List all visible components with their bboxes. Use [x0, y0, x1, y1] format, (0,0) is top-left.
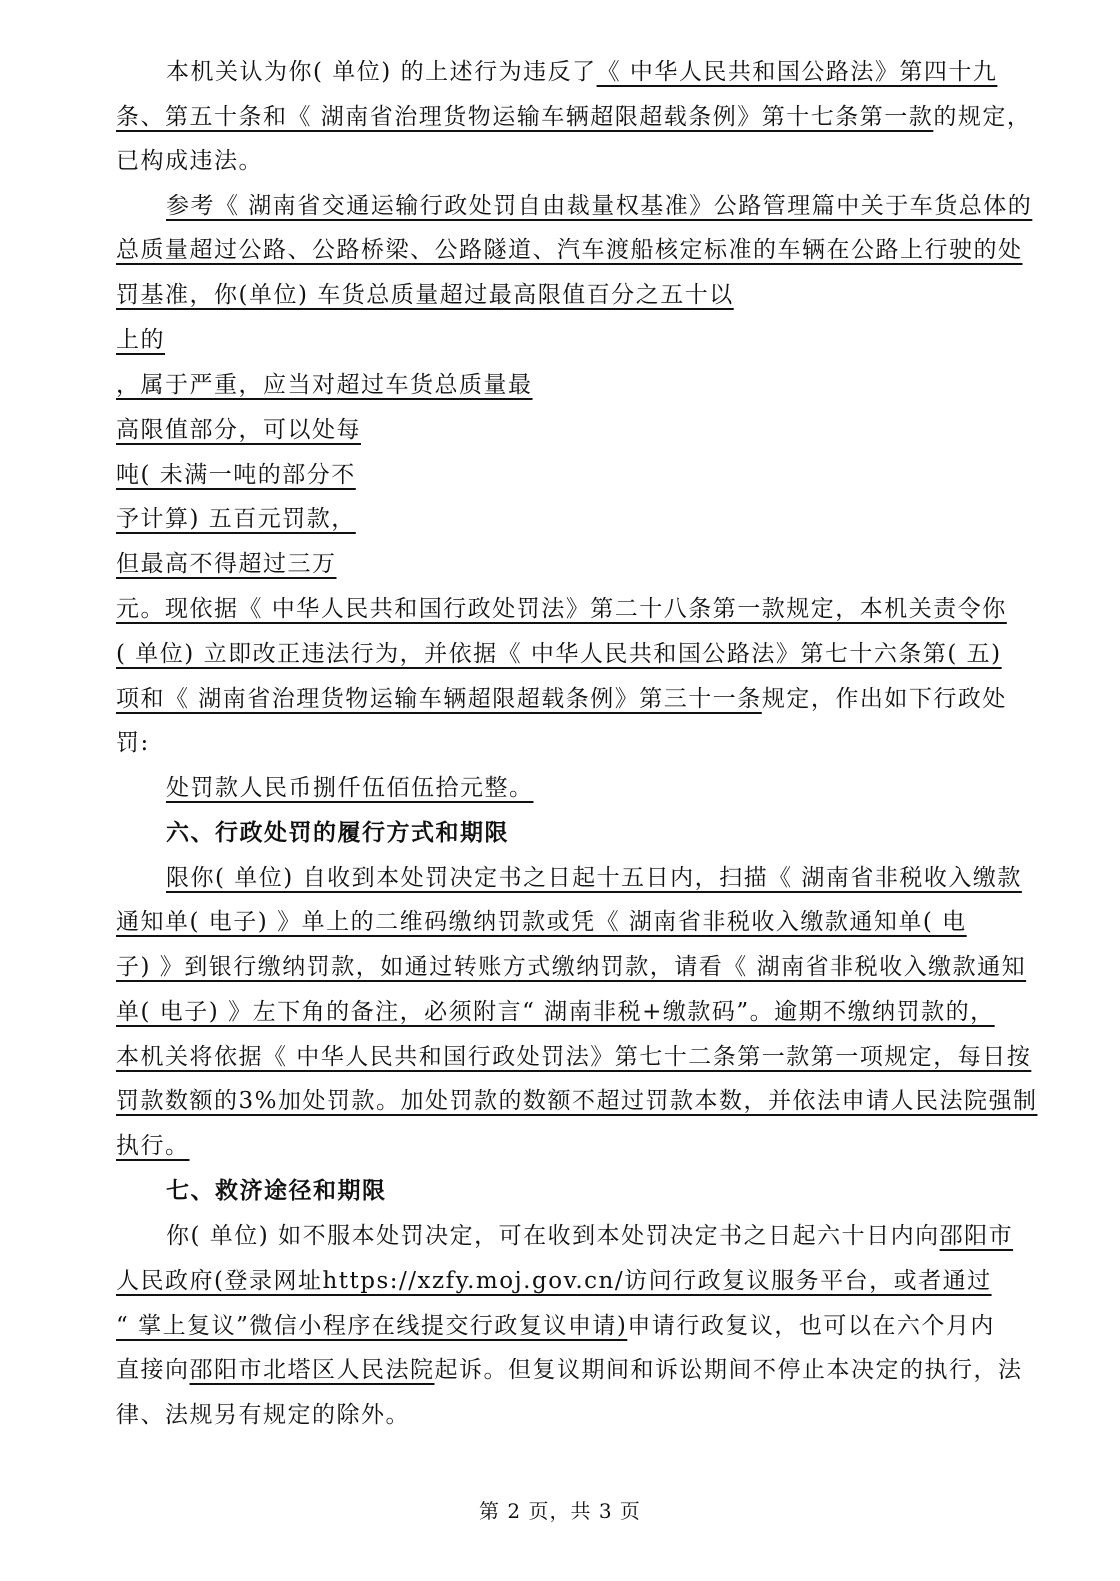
- text-line: 罚:: [116, 730, 150, 756]
- text-line: 予计算) 五百元罚款，: [116, 506, 356, 532]
- section-heading-6: 六、行政处罚的履行方式和期限: [166, 819, 509, 846]
- text-line: 律、法规另有规定的除外。: [116, 1402, 410, 1428]
- underlined-text: 邵阳市北塔区人民法院: [189, 1357, 435, 1383]
- text-line: 限你( 单位) 自收到本处罚决定书之日起十五日内，扫描《 湖南省非税收入缴款: [166, 865, 1022, 891]
- page-footer: 第 2 页，共 3 页: [479, 1499, 641, 1523]
- text-line: 执行。: [116, 1133, 190, 1159]
- text-span: 你( 单位) 如不服本处罚决定，可在收到本处罚决定书之日起六十日内向: [166, 1223, 940, 1249]
- text-span: 的规定，: [933, 104, 1032, 130]
- text-line: 单( 电子) 》左下角的备注，必须附言“ 湖南非税+缴款码”。逾期不缴纳罚款的，: [116, 999, 995, 1025]
- text-line: [116, 1304, 995, 1348]
- text-line: ，属于严重，应当对超过车货总质量最: [116, 372, 533, 398]
- text-line: 罚款数额的3%加处罚款。加处罚款的数额不超过罚款本数，并依法申请人民法院强制: [116, 1088, 1038, 1114]
- text-line: 子) 》到银行缴纳罚款，如通过转账方式缴纳罚款，请看《 湖南省非税收入缴款通知: [116, 954, 1027, 980]
- underlined-text: “ 掌上复议”微信小程序在线提交行政复议申请): [116, 1313, 628, 1339]
- underlined-text: 邵阳市: [939, 1223, 1014, 1249]
- text-line: 通知单( 电子) 》单上的二维码缴纳罚款或凭《 湖南省非税收入缴款通知单( 电: [116, 909, 967, 935]
- text-span: 本机关认为你( 单位) 的上述行为违反了: [166, 59, 597, 85]
- text-span: 规定，作出如下行政处: [761, 686, 1007, 712]
- text-line: 罚基准，你(单位) 车货总质量超过最高限值百分之五十以: [116, 282, 734, 308]
- text-line: 本机关将依据《 中华人民共和国行政处罚法》第七十二条第一款第一项规定，每日按: [116, 1044, 1032, 1070]
- text-line: 元。现依据《 中华人民共和国行政处罚法》第二十八条第一款规定，本机关责令你: [116, 596, 1007, 622]
- text-line: 参考《 湖南省交通运输行政处罚自由裁量权基准》公路管理篇中关于车货总体的: [166, 193, 1033, 219]
- text-line: [166, 1214, 1013, 1258]
- text-line: 高限值部分，可以处每: [116, 417, 361, 443]
- underlined-text: 项和《 湖南省治理货物运输车辆超限超载条例》第三十一条: [116, 686, 762, 712]
- text-span: 直接向: [116, 1357, 190, 1383]
- text-line: [116, 95, 1031, 139]
- text-span: 申请行政复议，也可以在六个月内: [627, 1313, 995, 1339]
- underlined-text: 条、第五十条和《 湖南省治理货物运输车辆超限超载条例》第十七条第一款: [116, 104, 934, 130]
- text-line: [116, 677, 1007, 721]
- section-heading-7: 七、救济途径和期限: [166, 1177, 387, 1204]
- penalty-amount: 处罚款人民币捌仟伍佰伍拾元整。: [166, 775, 534, 801]
- text-line: 但最高不得超过三万: [116, 551, 337, 577]
- text-line: [166, 50, 997, 94]
- text-line: 总质量超过公路、公路桥梁、公路隧道、汽车渡船核定标准的车辆在公路上行驶的处: [116, 237, 1023, 263]
- text-line: 已构成违法。: [116, 148, 263, 174]
- text-line: ( 单位) 立即改正违法行为，并依据《 中华人民共和国公路法》第七十六条第( 五): [116, 641, 1002, 667]
- text-line: 吨( 未满一吨的部分不: [116, 462, 356, 488]
- text-line: 人民政府(登录网址https://xzfy.moj.gov.cn/访问行政复议服务平台，或者通过: [116, 1268, 992, 1294]
- text-line: 上的: [116, 327, 165, 353]
- underlined-text: 《 中华人民共和国公路法》第四十九: [596, 59, 998, 85]
- text-span: 起诉。但复议期间和诉讼期间不停止本决定的执行，法: [434, 1357, 1023, 1383]
- text-line: [116, 1348, 1023, 1392]
